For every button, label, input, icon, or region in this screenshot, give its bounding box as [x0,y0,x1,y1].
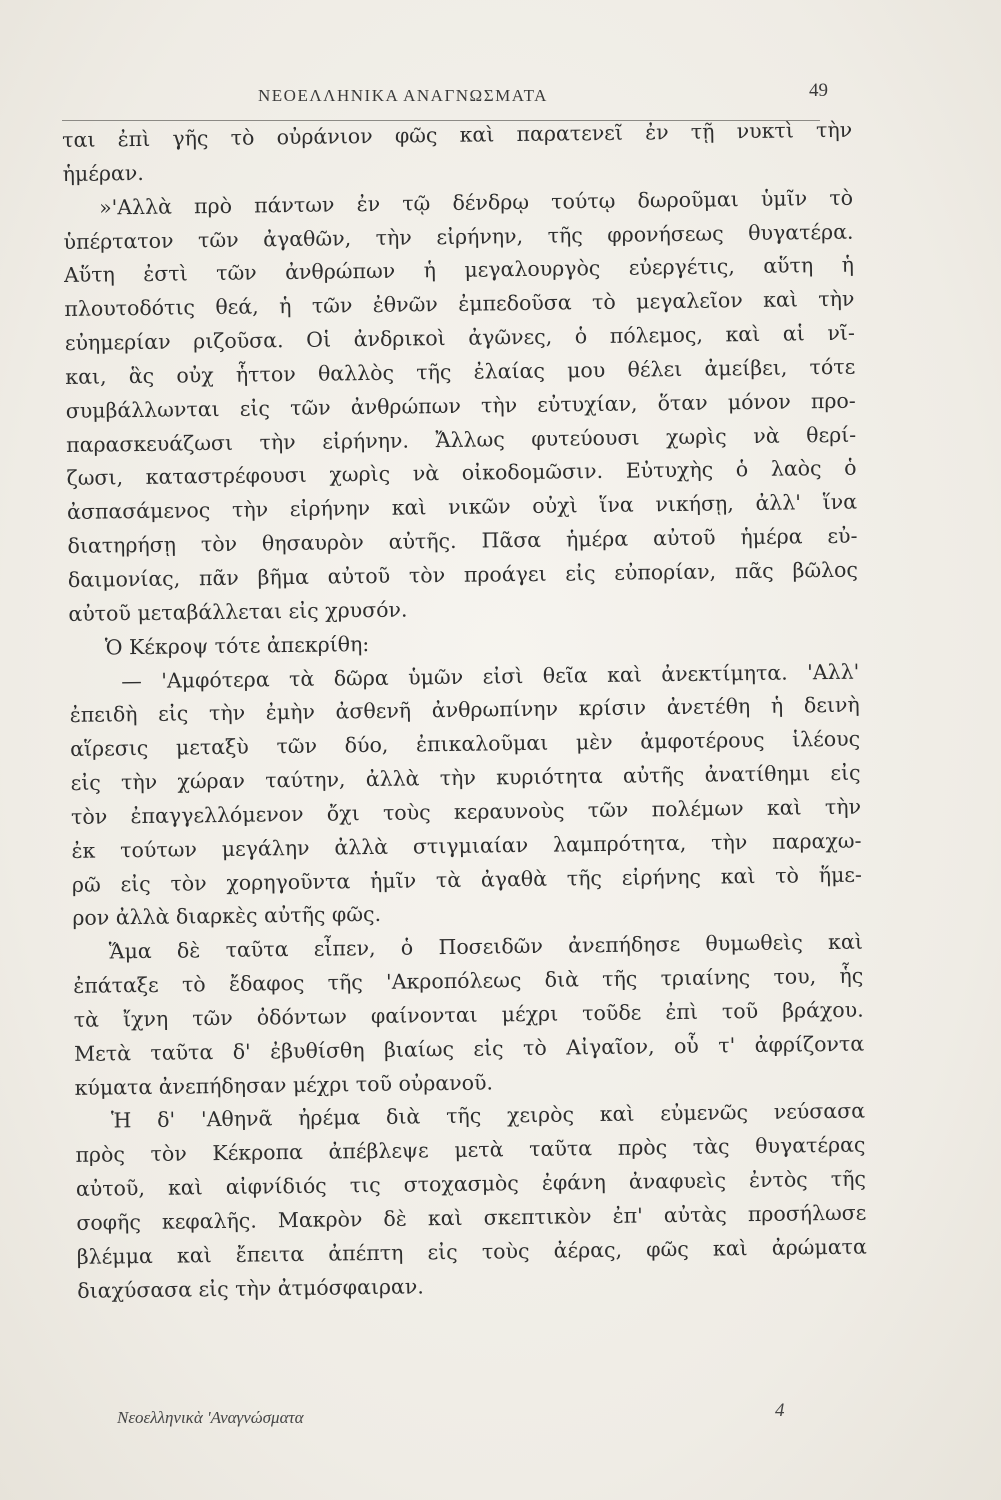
text-line: ἡμέραν. [62,160,144,186]
text-line: Αὕτη ἐστὶ τῶν ἀνθρώπων ἡ μεγαλουργὸς εὐεργέτις, αὕτη ἡ [63,253,855,288]
text-line: ἀσπασάμενος τὴν εἰρήνην καὶ νικῶν οὐχὶ ἵνα νικήσῃ, ἀλλ' ἵνα [66,489,858,525]
text-line: εὐημερίαν ριζοῦσα. Οἱ ἀνδρικοὶ ἀγῶνες, ὁ πόλεμος, καὶ αἱ νῖ- [64,320,855,356]
text-line: διαχύσασα εἰς τὴν ἀτμόσφαιραν. [77,1274,424,1303]
text-line: κύματα ἀνεπήδησαν μέχρι τοῦ οὐρανοῦ. [74,1070,494,1100]
text-line: ἐπειδὴ εἰς τὴν ἐμὴν ἀσθενῆ ἀνθρωπίνην κρίσιν ἀνετέθη ἡ δεινὴ [69,692,860,728]
text-line: ται ἐπὶ γῆς τὸ οὐράνιον φῶς καὶ παρατενεῖ ἐν τῇ νυκτὶ τὴν [62,117,853,152]
text-line: ζωσι, καταστρέφουσι χωρὶς νὰ οἰκοδομῶσιν. Εὐτυχὴς ὁ λαὸς ὁ [66,456,857,491]
text-line: εἰς τὴν χώραν ταύτην, ἀλλὰ τὴν κυριότητα αὐτῆς ἀνατίθημι εἰς [70,760,861,795]
text-line: ρον ἀλλὰ διαρκὲς αὐτῆς φῶς. [72,902,382,931]
text-line: τὰ ἴχνη τῶν ὀδόντων φαίνονται μέχρι τοῦδε ἐπὶ τοῦ βράχου. [73,997,864,1032]
page-number: 49 [809,80,828,101]
page-footer [117,1400,797,1440]
text-line: αἵρεσις μεταξὺ τῶν δύο, ἐπικαλοῦμαι μὲν ἀμφοτέρους ἱλέους [70,726,861,762]
page-header [258,80,828,116]
text-line: Ἡ δ' 'Αθηνᾶ ἠρέμα διὰ τῆς χειρὸς καὶ εὐμενῶς νεύσασα [110,1099,866,1133]
text-line: παρασκευάζωσι τὴν εἰρήνην. Ἄλλως φυτεύουσι χωρὶς νὰ θερί- [66,422,857,457]
text-line: αὐτοῦ, καὶ αἰφνίδιός τις στοχασμὸς ἐφάνη ἀναφυεὶς ἐντὸς τῆς [75,1166,867,1202]
text-line: ρῶ εἰς τὸν χορηγοῦντα ἡμῖν τὰ ἀγαθὰ τῆς εἰρήνης καὶ τὸ ἥμε- [71,862,863,897]
text-line: Ὁ Κέκροψ τότε ἀπεκρίθη: [104,631,370,660]
text-line: διατηρήσῃ τὸν θησαυρὸν αὐτῆς. Πᾶσα ἡμέρα αὐτοῦ ἡμέρα εὐ- [67,523,858,559]
text-line: — 'Αμφότερα τὰ δῶρα ὑμῶν εἰσὶ θεῖα καὶ ἀνεκτίμητα. 'Αλλ' [121,659,860,693]
text-line: και, ἃς οὐχ ἧττον θαλλὸς τῆς ἐλαίας μου θέλει ἀμείβει, τότε [65,354,856,389]
text-line: βλέμμα καὶ ἔπειτα ἀπέπτη εἰς τοὺς ἀέρας, φῶς καὶ ἀρώματα [76,1234,867,1269]
text-line: πρὸς τὸν Κέκροπα ἀπέβλεψε μετὰ ταῦτα πρὸς τὰς θυγατέρας [75,1132,866,1168]
text-line: ὑπέρτατον τῶν ἀγαθῶν, τὴν εἰρήνην, τῆς φρονήσεως θυγατέρα. [63,219,854,254]
text-line: συμβάλλωνται εἰς τῶν ἀνθρώπων τὴν εὐτυχίαν, ὅταν μόνον προ- [65,388,856,423]
text-line: τὸν ἐπαγγελλόμενον ὄχι τοὺς κεραυνοὺς τῶν πολέμων καὶ τὴν [70,794,862,829]
running-title: ΝΕΟΕΛΛΗΝΙΚΑ ΑΝΑΓΝΩΣΜΑΤΑ [258,86,548,105]
body-text [62,114,867,1309]
text-line: δαιμονίας, πᾶν βῆμα αὐτοῦ τὸν προάγει εἰς εὐπορίαν, πᾶς βῶλος [67,557,859,592]
text-line: »'Αλλὰ πρὸ πάντων ἐν τῷ δένδρῳ τούτῳ δωροῦμαι ὑμῖν τὸ [98,185,854,220]
text-line: Μετὰ ταῦτα δ' ἐβυθίσθη βιαίως εἰς τὸ Αἰγαῖον, οὗ τ' ἀφρίζοντα [74,1031,865,1066]
text-line: αὐτοῦ μεταβάλλεται εἰς χρυσόν. [68,597,408,626]
text-line: ἐκ τούτων μεγάλην ἀλλὰ στιγμιαίαν λαμπρότητα, τὴν παραχω- [71,828,862,863]
signature-number: 4 [775,1400,785,1421]
text-line: ἐπάταξε τὸ ἔδαφος τῆς 'Ακροπόλεως διὰ τῆς τριαίνης του, ἧς [73,963,864,999]
signature-mark: Νεοελληνικὰ 'Αναγνώσματα [117,1408,304,1427]
text-line: σοφῆς κεφαλῆς. Μακρὸν δὲ καὶ σκεπτικὸν ἐπ' αὐτὰς προσήλωσε [76,1200,867,1235]
text-line: Ἅμα δὲ ταῦτα εἶπεν, ὁ Ποσειδῶν ἀνεπήδησε θυμωθεὶς καὶ [108,929,863,964]
text-line: πλουτοδότις θεά, ἡ τῶν ἐθνῶν ἐμπεδοῦσα τὸ μεγαλεῖον καὶ τὴν [64,286,855,322]
